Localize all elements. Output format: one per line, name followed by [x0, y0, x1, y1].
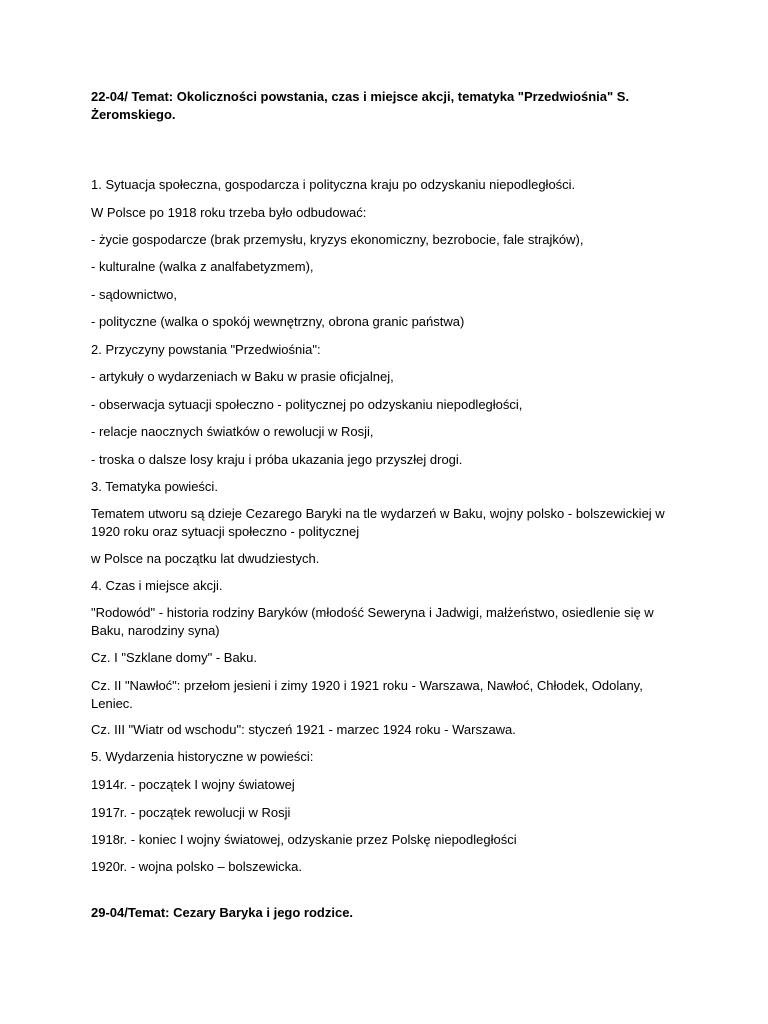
section-heading-5: 5. Wydarzenia historyczne w powieści:	[91, 749, 314, 764]
list-item: 1914r. - początek I wojny światowej	[91, 777, 295, 792]
list-item: - artykuły o wydarzeniach w Baku w prasie oficjalnej,	[91, 369, 394, 384]
paragraph: Tematem utworu są dzieje Cezarego Baryki na tle wydarzeń w Baku, wojny polsko - bolszewickiej w 1920 roku oraz sytuacji społeczno - politycznej	[91, 506, 665, 539]
list-item: - polityczne (walka o spokój wewnętrzny, obrona granic państwa)	[91, 314, 465, 329]
list-item: - życie gospodarcze (brak przemysłu, kryzys ekonomiczny, bezrobocie, fale strajków),	[91, 232, 584, 247]
paragraph: w Polsce na początku lat dwudziestych.	[91, 551, 320, 566]
list-item: - troska o dalsze losy kraju i próba ukazania jego przyszłej drogi.	[91, 452, 463, 467]
paragraph: Cz. III "Wiatr od wschodu": styczeń 1921 - marzec 1924 roku - Warszawa.	[91, 722, 516, 737]
paragraph: "Rodowód" - historia rodziny Baryków (młodość Seweryna i Jadwigi, małżeństwo, osiedlenie się w Baku, narodziny syna)	[91, 605, 654, 638]
paragraph: W Polsce po 1918 roku trzeba było odbudować:	[91, 205, 367, 220]
section-heading-1: 1. Sytuacja społeczna, gospodarcza i polityczna kraju po odzyskaniu niepodległości.	[91, 177, 576, 192]
list-item: - sądownictwo,	[91, 287, 177, 302]
list-item: 1920r. - wojna polsko – bolszewicka.	[91, 859, 303, 874]
lesson-title-2: 29-04/Temat: Cezary Baryka i jego rodzice.	[91, 905, 354, 920]
section-heading-3: 3. Tematyka powieści.	[91, 479, 218, 494]
section-heading-2: 2. Przyczyny powstania "Przedwiośnia":	[91, 342, 321, 357]
paragraph: Cz. I "Szklane domy" - Baku.	[91, 650, 258, 665]
section-heading-4: 4. Czas i miejsce akcji.	[91, 578, 223, 593]
paragraph: Cz. II "Nawłoć": przełom jesieni i zimy 1920 i 1921 roku - Warszawa, Nawłoć, Chłodek, Odolany, Leniec.	[91, 678, 643, 711]
list-item: - relacje naocznych światków o rewolucji w Rosji,	[91, 424, 374, 439]
list-item: - obserwacja sytuacji społeczno - politycznej po odzyskaniu niepodległości,	[91, 397, 523, 412]
list-item: 1918r. - koniec I wojny światowej, odzyskanie przez Polskę niepodległości	[91, 832, 517, 847]
lesson-title-1: 22-04/ Temat: Okoliczności powstania, czas i miejsce akcji, tematyka "Przedwiośnia" S. Żeromskiego.	[91, 89, 630, 122]
list-item: 1917r. - początek rewolucji w Rosji	[91, 805, 291, 820]
list-item: - kulturalne (walka z analfabetyzmem),	[91, 259, 314, 274]
